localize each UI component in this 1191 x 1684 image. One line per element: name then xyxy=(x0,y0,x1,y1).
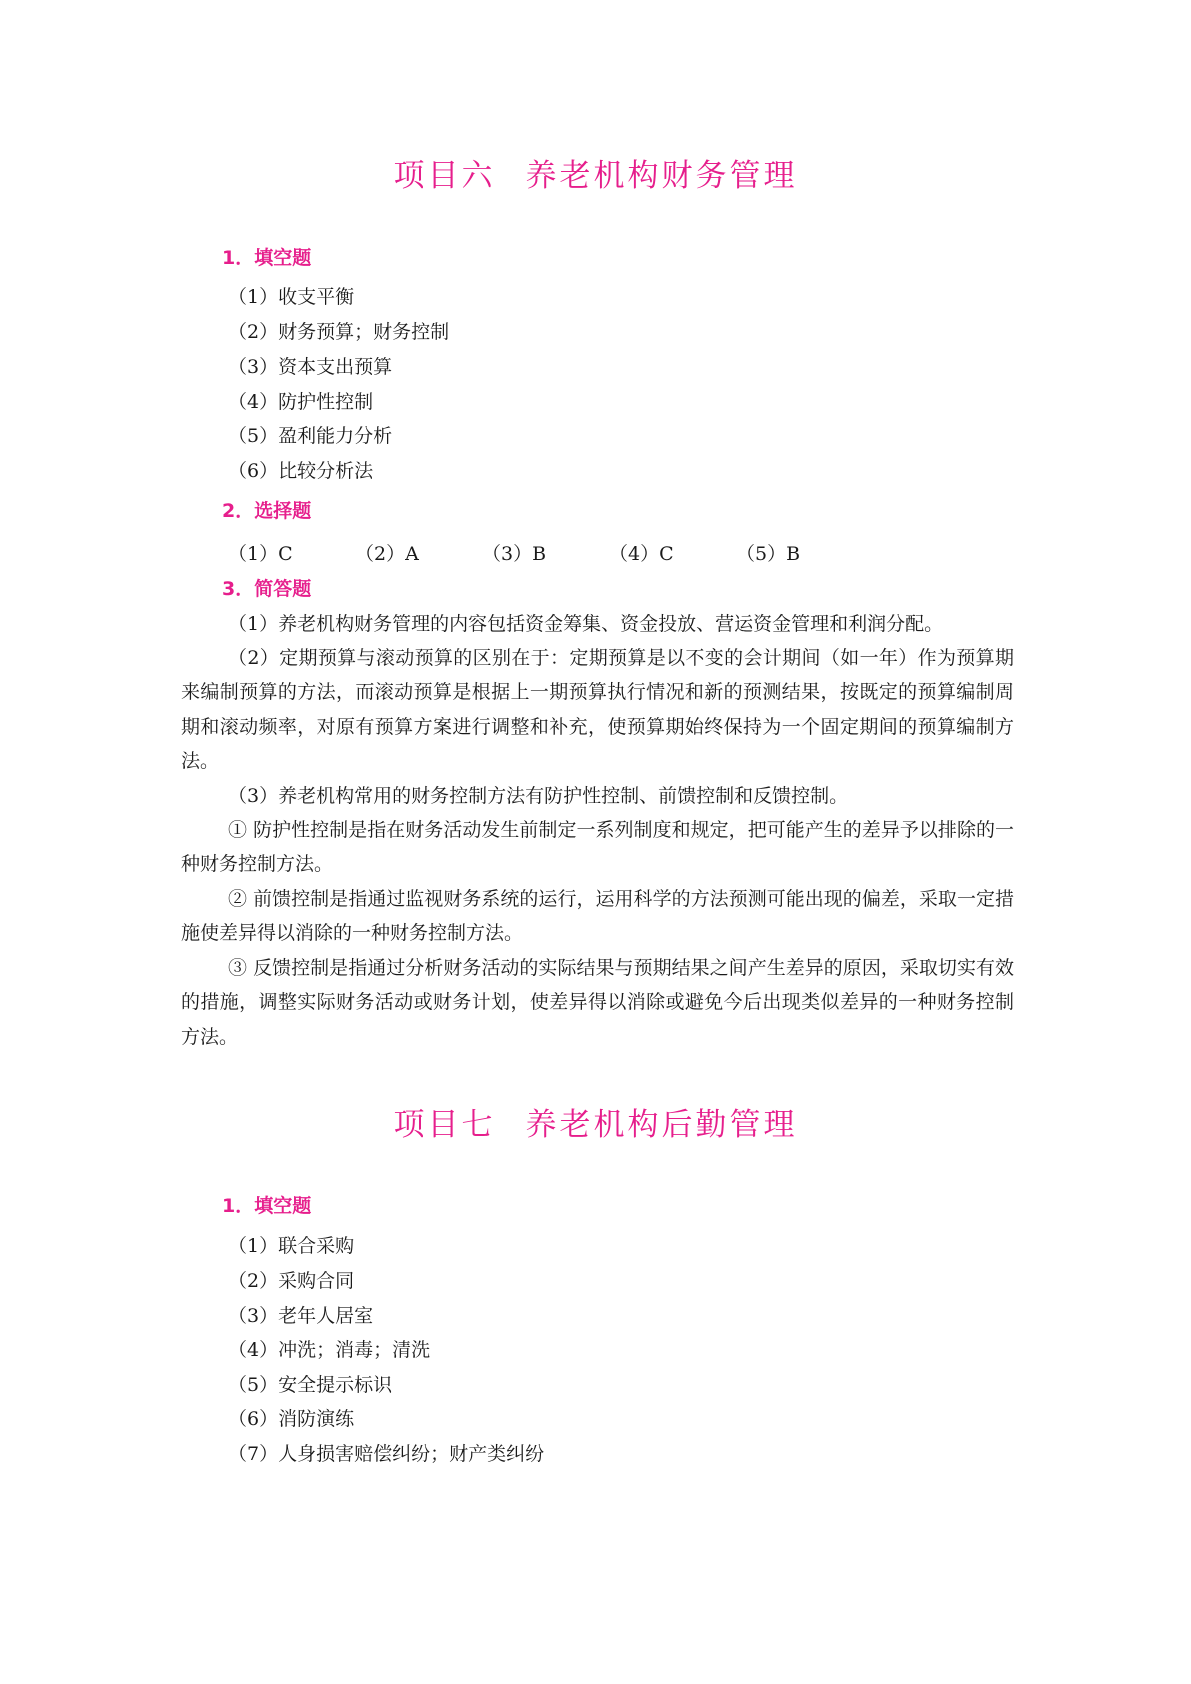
chapter7-name: 养老机构后勤管理 xyxy=(525,1107,798,1143)
chapter6-section-short-answer-title: 3．简答题 xyxy=(222,578,312,600)
choice-answer: （4）C xyxy=(609,543,674,565)
short-answer-paragraph: （3）养老机构常用的财务控制方法有防护性控制、前馈控制和反馈控制。 xyxy=(228,785,849,807)
short-answer-paragraph: （2）定期预算与滚动预算的区别在于：定期预算是以不变的会计期间（如一年）作为预算期来编制预算的方法，而滚动预算是根据上一期预算执行情况和新的预测结果，按既定的预算编制周期和滚动频率，对原有预算方案进行调整和补充，使预算期始终保持为一个固定期间的预算编制方法。 xyxy=(181,647,1014,772)
chapter7-fill-item: （4）冲洗；消毒；清洗 xyxy=(228,1339,431,1361)
choice-answer: （1）C xyxy=(228,543,293,565)
chapter7-fill-item: （1）联合采购 xyxy=(228,1235,355,1257)
chapter6-title xyxy=(0,156,1191,196)
chapter6-fill-item: （2）财务预算；财务控制 xyxy=(228,321,450,343)
choice-answer: （3）B xyxy=(482,543,547,565)
chapter6-fill-item: （6）比较分析法 xyxy=(228,460,374,482)
choice-answer: （5）B xyxy=(736,543,801,565)
short-answer-paragraph: ③ 反馈控制是指通过分析财务活动的实际结果与预期结果之间产生差异的原因，采取切实有效的措施，调整实际财务活动或财务计划，使差异得以消除或避免今后出现类似差异的一种财务控制方法。 xyxy=(181,957,1014,1048)
short-answer-paragraph: ① 防护性控制是指在财务活动发生前制定一系列制度和规定，把可能产生的差异予以排除的一种财务控制方法。 xyxy=(181,819,1014,876)
short-answer-paragraph: （1）养老机构财务管理的内容包括资金筹集、资金投放、营运资金管理和利润分配。 xyxy=(228,613,944,635)
short-answer-paragraph: ② 前馈控制是指通过监视财务系统的运行，运用科学的方法预测可能出现的偏差，采取一定措施使差异得以消除的一种财务控制方法。 xyxy=(181,888,1014,945)
chapter6-choice-row xyxy=(228,541,828,567)
chapter7-fill-item: （6）消防演练 xyxy=(228,1408,355,1430)
chapter6-fill-item: （3）资本支出预算 xyxy=(228,356,393,378)
chapter7-title xyxy=(0,1105,1191,1145)
chapter7-fill-item: （3）老年人居室 xyxy=(228,1305,374,1327)
chapter6-section-fill-title: 1．填空题 xyxy=(222,247,312,269)
chapter7-fill-item: （7）人身损害赔偿纠纷；财产类纠纷 xyxy=(228,1443,545,1465)
chapter6-fill-item: （1）收支平衡 xyxy=(228,286,355,308)
chapter6-number: 项目六 xyxy=(393,158,496,194)
chapter7-fill-item: （2）采购合同 xyxy=(228,1270,355,1292)
chapter7-section-fill-title: 1．填空题 xyxy=(222,1195,312,1217)
chapter6-fill-item: （5）盈利能力分析 xyxy=(228,425,393,447)
chapter6-name: 养老机构财务管理 xyxy=(525,158,798,194)
chapter6-fill-item: （4）防护性控制 xyxy=(228,391,374,413)
chapter6-section-choice-title: 2．选择题 xyxy=(222,500,312,522)
chapter7-number: 项目七 xyxy=(393,1107,496,1143)
choice-answer: （2）A xyxy=(355,543,419,565)
chapter7-fill-item: （5）安全提示标识 xyxy=(228,1374,393,1396)
